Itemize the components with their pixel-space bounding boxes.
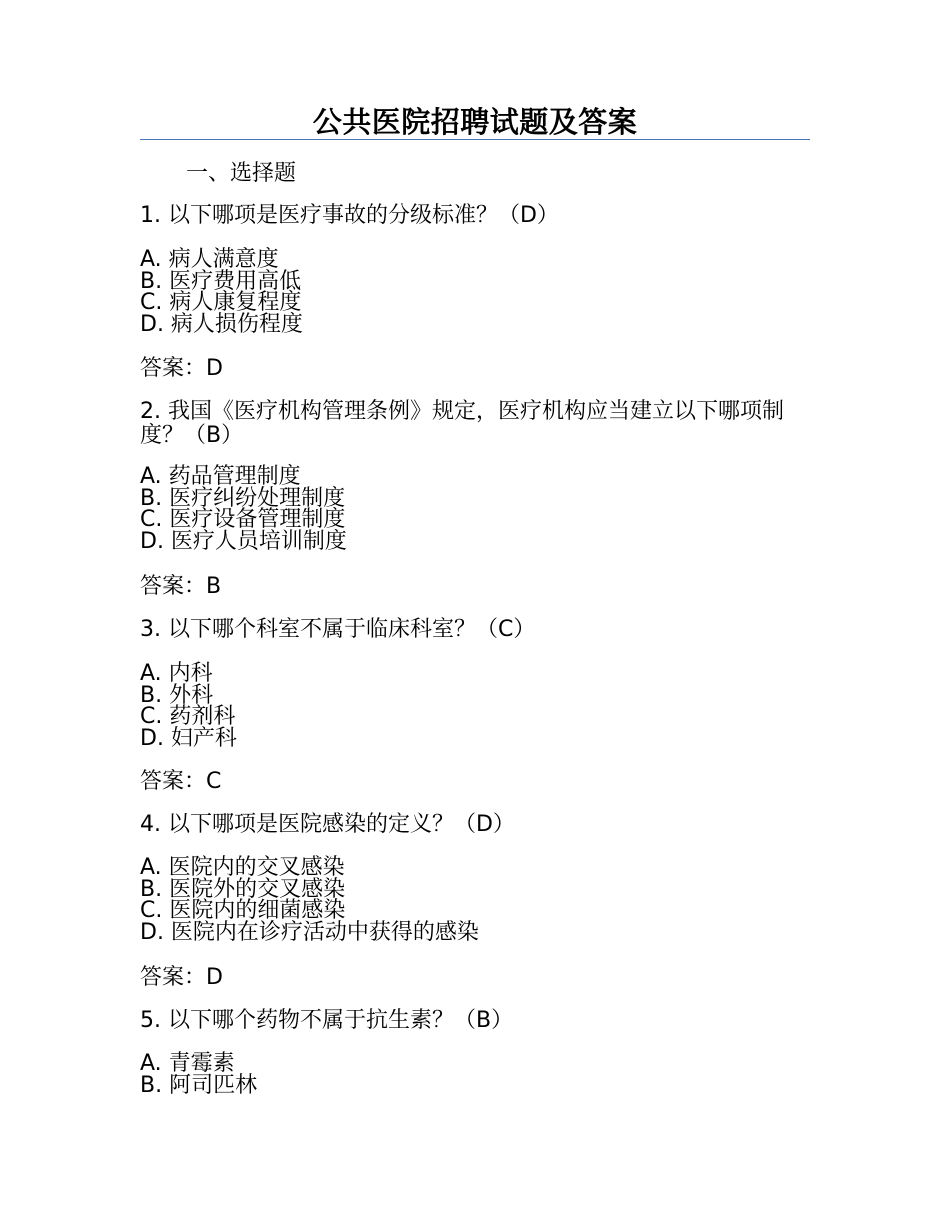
answer-text: 答案：D [140, 356, 223, 381]
question-text: 2. 我国《医疗机构管理条例》规定，医疗机构应当建立以下哪项制度？（B） [140, 399, 784, 448]
option-list [140, 663, 810, 749]
option-item: D. 妇产科 [140, 725, 237, 751]
option-item: B. 外科 [140, 682, 214, 708]
question-text: 4. 以下哪项是医院感染的定义？（D） [140, 812, 515, 837]
option-item: D. 医疗人员培训制度 [140, 528, 347, 554]
answer-text: 答案：D [140, 965, 223, 990]
option-item: C. 医疗设备管理制度 [140, 507, 346, 532]
question-text: 3. 以下哪个科室不属于临床科室？（C） [140, 617, 536, 642]
option-item: A. 医院内的交叉感染 [140, 855, 345, 880]
option-list [140, 857, 810, 943]
option-item: B. 医疗纠纷处理制度 [140, 485, 346, 511]
option-item: A. 内科 [140, 661, 213, 686]
section-heading: 一、选择题 [186, 161, 297, 186]
option-item: C. 医院内的细菌感染 [140, 898, 346, 923]
option-item: A. 病人满意度 [140, 247, 279, 272]
option-list [140, 249, 810, 335]
title-underline [140, 139, 810, 140]
question-text: 5. 以下哪个药物不属于抗生素？（B） [140, 1008, 514, 1033]
option-item: D. 病人损伤程度 [140, 311, 303, 337]
option-list [140, 1053, 810, 1096]
option-item: A. 药品管理制度 [140, 464, 301, 489]
answer-text: 答案：C [140, 769, 222, 794]
option-list [140, 466, 810, 552]
option-item: C. 药剂科 [140, 704, 236, 729]
answer-text: 答案：B [140, 574, 222, 599]
option-item: C. 病人康复程度 [140, 290, 302, 315]
option-item: A. 青霉素 [140, 1051, 235, 1076]
option-item: B. 阿司匹林 [140, 1072, 258, 1098]
document-title: 公共医院招聘试题及答案 [312, 105, 638, 139]
option-item: B. 医疗费用高低 [140, 268, 302, 294]
option-item: B. 医院外的交叉感染 [140, 876, 346, 902]
option-item: D. 医院内在诊疗活动中获得的感染 [140, 919, 479, 945]
question-text: 1. 以下哪项是医疗事故的分级标准？（D） [140, 203, 559, 228]
